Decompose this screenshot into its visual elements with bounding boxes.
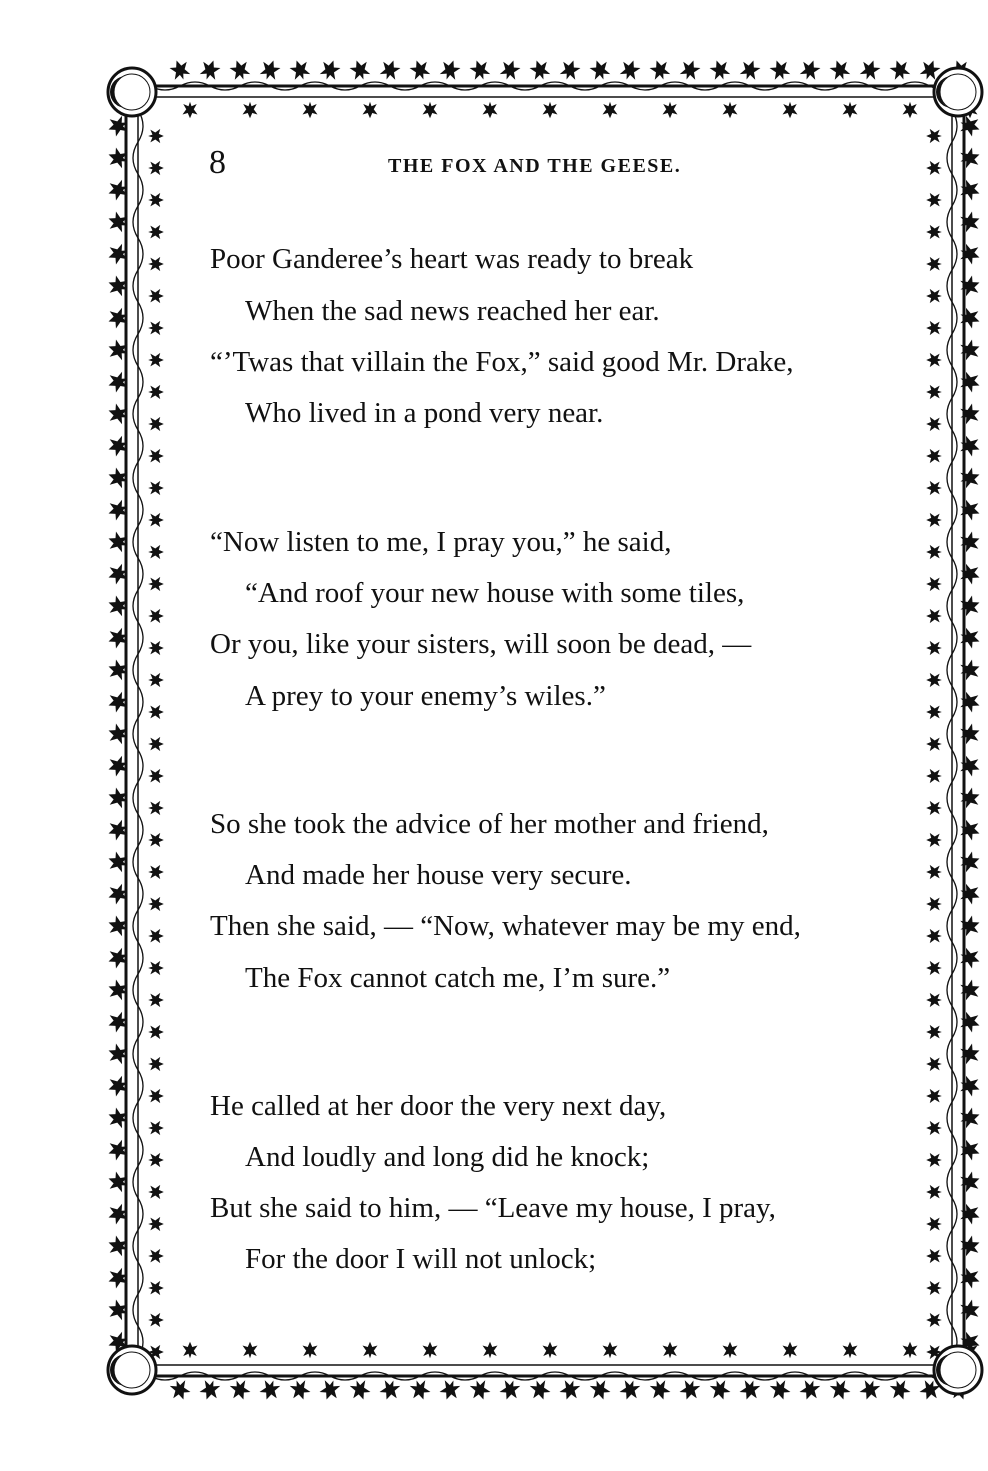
verse-line: “Now listen to me, I pray you,” he said, — [210, 526, 672, 558]
verse-line: When the sad news reached her ear. — [245, 295, 660, 327]
verse-line: Poor Ganderee’s heart was ready to break — [210, 243, 694, 275]
verse-line: And made her house very secure. — [245, 859, 632, 891]
verse-line: But she said to him, — “Leave my house, I pray, — [210, 1192, 776, 1224]
verse-line: Or you, like your sisters, will soon be dead, — — [210, 628, 752, 660]
verse-line: Then she said, — “Now, whatever may be my end, — [210, 910, 801, 942]
verse-line: The Fox cannot catch me, I’m sure.” — [245, 962, 671, 994]
verse-line: “’Twas that villain the Fox,” said good Mr. Drake, — [210, 346, 794, 378]
verse-line: A prey to your enemy’s wiles.” — [245, 680, 606, 712]
verse-line: He called at her door the very next day, — [210, 1090, 667, 1122]
verse-line: So she took the advice of her mother and friend, — [210, 808, 769, 840]
running-title: THE FOX AND THE GEESE. — [388, 155, 682, 177]
page-number: 8 — [209, 144, 226, 181]
verse-line: For the door I will not unlock; — [245, 1243, 597, 1275]
verse-line: And loudly and long did he knock; — [245, 1141, 650, 1173]
verse-line: “And roof your new house with some tiles, — [245, 577, 745, 609]
verse-line: Who lived in a pond very near. — [245, 397, 604, 429]
